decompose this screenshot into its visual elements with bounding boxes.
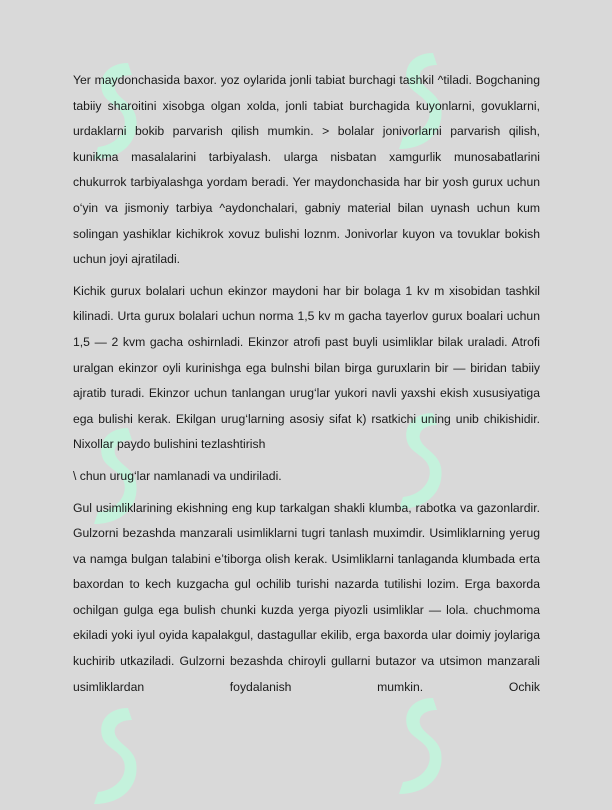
watermark-logo-icon [385, 690, 455, 800]
watermark-logo-icon [80, 700, 150, 810]
paragraph-4: Gul usimliklarining ekishning eng kup tarkalgan shakli klumba, rabotka va gazonlardir. Gulzorni bezashda manzarali usimliklarni tugri tanlash muximdir. Usimliklarning yerug va namga bulgan talabini e’tiborga olish kerak. Usimliklarni tanlaganda klumbada erta baxordan to kech kuzgacha gul ochilib turishi nazarda tutilishi lozim. Erga baxorda ochilgan gulga ega bulish chunki kuzda yerga piyozli usimliklar — lola. chuchmoma ekiladi yoki iyul oyida kapalakgul, dastagullar ekilib, erga baxorda ular doimiy joylariga kuchirib utkaziladi. Gulzorni bezashda chiroyli gullarni butazor va utsimon manzarali usimliklardan foydalanish mumkin. Ochik [73, 500, 540, 694]
paragraph-1: Yer maydonchasida baxor. yoz oylarida jonli tabiat burchagi tashkil ^tiladi. Bogchaning tabiiy sharoitini xisobga olgan xolda, jonli tabiat burchagida kuyonlarni, govuklarni, urdaklarni bokib parvarish qilish mumkin. > bolalar jonivorlarni parvarish qilish, kunikma masalalarini tarbiyalash. ularga nisbatan xamgurlik munosabatlarini chukurrok tarbiyalashga yordam beradi. Yer maydonchasida har bir yosh gurux uchun o‘yin va jismoniy tarbiya ^aydonchalari, gabniy material bilan uynash uchun kum solingan yashiklar kichikrok xovuz bulishi loznm. Jonivorlar kuyon va tovuklar bokish uchun joyi ajratiladi. [73, 73, 540, 267]
paragraph-3: \ chun urug‘lar namlanadi va undiriladi. [73, 468, 282, 483]
document-body [73, 68, 540, 706]
paragraph-2: Kichik gurux bolalari uchun ekinzor maydoni har bir bolaga 1 kv m xisobidan tashkil kilinadi. Urta gurux bolalari uchun norma 1,5 kv m gacha tayerlov gurux boalari uchun 1,5 — 2 kvm gacha oshirnladi. Ekinzor atrofi past buyli usimliklar bilak uraladi. Atrofi uralgan ekinzor oyli kurinishga ega bulnshi bilan birga guruxlarin bir — biridan tabiiy ajratib turadi. Ekinzor uchun tanlangan urug‘lar yukori navli yaxshi ekish xususiyatiga ega bulishi kerak. Ekilgan urug‘larning asosiy sifat k) rsatkichi uning unib chikishidir. Nixollar paydo bulishini tezlashtirish [73, 283, 540, 452]
